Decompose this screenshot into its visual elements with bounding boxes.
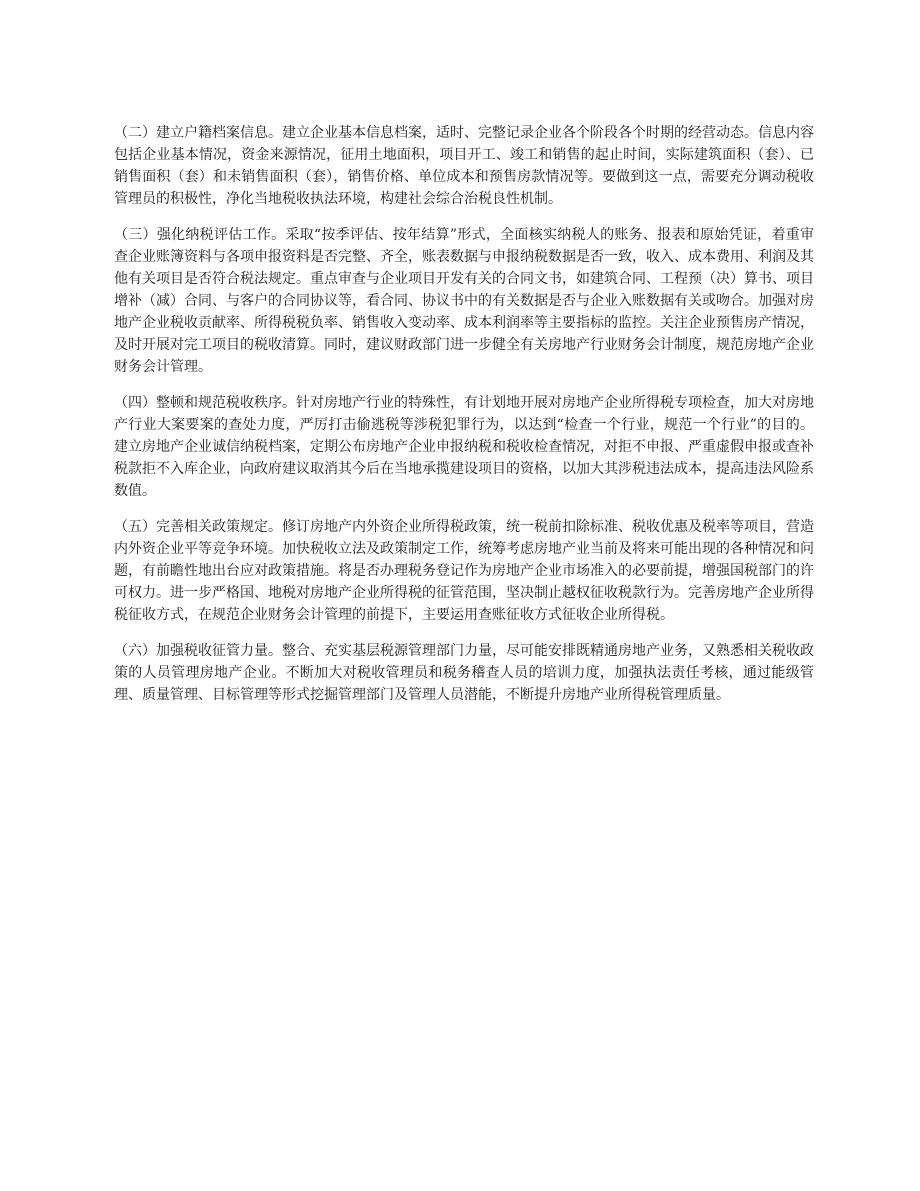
paragraph-collection-strength: （六）加强税收征管力量。整合、充实基层税源管理部门力量，尽可能安排既精通房地产业务，又熟悉相关税收政策的人员管理房地产企业。不断加大对税收管理员和税务稽查人员的培训力度，加强执法责任考核，通过能级管理、质量管理、目标管理等形式挖掘管理部门及管理人员潜能，不断提升房地产业所得税管理质量。 bbox=[114, 643, 814, 703]
paragraph-tax-assessment: （三）强化纳税评估工作。采取“按季评估、按年结算”形式，全面核实纳税人的账务、报表和原始凭证，着重审查企业账簿资料与各项申报资料是否完整、齐全，账表数据与申报纳税数据是否一致，收入、成本费用、利润及其他有关项目是否符合税法规定。重点审查与企业项目开发有关的合同文书，如建筑合同、工程预（决）算书、项目增补（减）合同、与客户的合同协议等，看合同、协议书中的有关数据是否与企业入账数据有关或吻合。加强对房地产企业税收贡献率、所得税税负率、销售收入变动率、成本利润率等主要指标的监控。关注企业预售房产情况，及时开展对完工项目的税收清算。同时，建议财政部门进一步健全有关房地产行业财务会计制度，规范房地产企业财务会计管理。 bbox=[114, 227, 814, 375]
paragraph-tax-order: （四）整顿和规范税收秩序。针对房地产行业的特殊性，有计划地开展对房地产企业所得税专项检查，加大对房地产行业大案要案的查处力度，严厉打击偷逃税等涉税犯罪行为，以达到“检查一个行业，规范一个行业”的目的。建立房地产企业诚信纳税档案，定期公布房地产企业申报纳税和税收检查情况，对拒不申报、严重虚假申报或查补税款拒不入库企业，向政府建议取消其今后在当地承揽建设项目的资格，以加大其涉税违法成本，提高违法风险系数值。 bbox=[114, 395, 814, 499]
paragraph-policy: （五）完善相关政策规定。修订房地产内外资企业所得税政策，统一税前扣除标准、税收优惠及税率等项目，营造内外资企业平等竞争环境。加快税收立法及政策制定工作，统筹考虑房地产业当前及将来可能出现的各种情况和问题，有前瞻性地出台应对政策措施。将是否办理税务登记作为房地产企业市场准入的必要前提，增强国税部门的许可权力。进一步严格国、地税对房地产企业所得税的征管范围，坚决制止越权征收税款行为。完善房地产企业所得税征收方式，在规范企业财务会计管理的前提下，主要运用查账征收方式征收企业所得税。 bbox=[114, 519, 814, 623]
paragraph-household-archive: （二）建立户籍档案信息。建立企业基本信息档案，适时、完整记录企业各个阶段各个时期的经营动态。信息内容包括企业基本情况，资金来源情况，征用土地面积，项目开工、竣工和销售的起止时间，实际建筑面积（套）、已销售面积（套）和未销售面积（套），销售价格、单位成本和预售房款情况等。要做到这一点，需要充分调动税收管理员的积极性，净化当地税收执法环境，构建社会综合治税良性机制。 bbox=[114, 125, 814, 207]
document-body bbox=[114, 122, 814, 720]
